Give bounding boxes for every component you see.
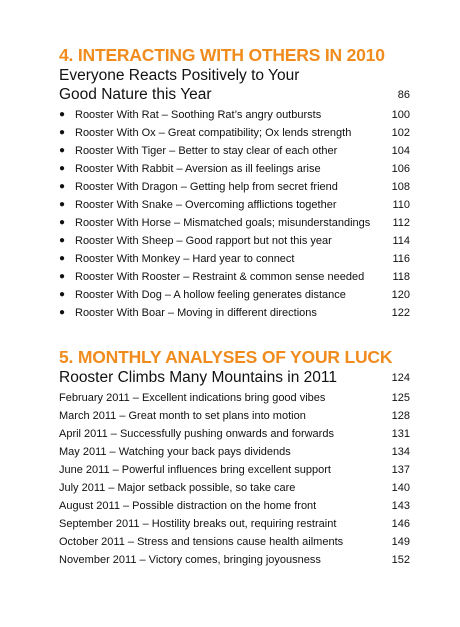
toc-entry-text: Rooster With Rooster – Restraint & common sense needed (75, 271, 365, 283)
bullet-icon: ● (59, 307, 66, 318)
bullet-icon: ● (59, 127, 66, 138)
chapter-page-number: 124 (391, 372, 410, 384)
toc-entry-page: 112 (392, 217, 410, 229)
toc-entry-text: September 2011 – Hostility breaks out, requiring restraint (59, 518, 337, 530)
toc-entry-page: 108 (391, 181, 410, 193)
toc-entry-text: February 2011 – Excellent indications bring good vibes (59, 392, 326, 404)
toc-entry[interactable] (59, 497, 410, 515)
toc-entry-text: Rooster With Monkey – Hard year to connect (75, 253, 295, 265)
chapter-title: Everyone Reacts Positively to Your Good Nature this Year (59, 67, 300, 103)
toc-entry[interactable] (59, 178, 410, 196)
bullet-icon: ● (59, 235, 66, 246)
toc-entry[interactable] (59, 232, 410, 250)
toc-entry-page: 110 (392, 199, 410, 211)
toc-entry[interactable] (59, 250, 410, 268)
bullet-icon: ● (59, 181, 66, 192)
toc-entry[interactable] (59, 425, 410, 443)
toc-entry-text: Rooster With Tiger – Better to stay clear of each other (75, 145, 338, 157)
section-heading: 5. MONTHLY ANALYSES OF YOUR LUCK (59, 347, 393, 367)
toc-entry[interactable] (59, 461, 410, 479)
toc-entry[interactable] (59, 214, 410, 232)
toc-entry[interactable] (59, 124, 410, 142)
bullet-icon: ● (59, 217, 66, 228)
toc-entry-page: 131 (391, 428, 410, 440)
toc-entry-text: November 2011 – Victory comes, bringing joyousness (59, 554, 321, 566)
toc-entry-text: Rooster With Sheep – Good rapport but not this year (75, 235, 332, 247)
toc-entry[interactable] (59, 286, 410, 304)
toc-entry[interactable] (59, 106, 410, 124)
toc-entry[interactable] (59, 389, 410, 407)
toc-entry-page: 114 (392, 235, 410, 247)
bullet-icon: ● (59, 253, 66, 264)
toc-entry[interactable] (59, 160, 410, 178)
toc-entry-text: July 2011 – Major setback possible, so take care (59, 482, 296, 494)
chapter-subheading[interactable] (59, 368, 410, 387)
toc-entry-page: 116 (392, 253, 410, 265)
section-interacting-with-others (59, 44, 410, 322)
toc-entry-text: August 2011 – Possible distraction on the home front (59, 500, 317, 512)
toc-entry-text: March 2011 – Great month to set plans into motion (59, 410, 306, 422)
toc-entry-text: Rooster With Boar – Moving in different directions (75, 307, 317, 319)
toc-entry[interactable] (59, 268, 410, 286)
toc-entry-text: Rooster With Ox – Great compatibility; Ox lends strength (75, 127, 352, 139)
toc-entry-page: 149 (391, 536, 410, 548)
chapter-title: Rooster Climbs Many Mountains in 2011 (59, 369, 337, 386)
section-heading: 4. INTERACTING WITH OTHERS IN 2010 (59, 45, 385, 65)
toc-entry[interactable] (59, 142, 410, 160)
toc-entry-page: 143 (391, 500, 410, 512)
bullet-icon: ● (59, 163, 66, 174)
bullet-icon: ● (59, 289, 66, 300)
toc-entry-text: Rooster With Horse – Mismatched goals; misunderstandings (75, 217, 371, 229)
toc-entry[interactable] (59, 533, 410, 551)
toc-entry-page: 106 (391, 163, 410, 175)
toc-entry-page: 100 (391, 109, 410, 121)
toc-entry-text: April 2011 – Successfully pushing onwards and forwards (59, 428, 334, 440)
toc-entry-page: 120 (391, 289, 410, 301)
toc-entry-page: 125 (391, 392, 410, 404)
toc-entry-page: 104 (391, 145, 410, 157)
toc-entry-text: June 2011 – Powerful influences bring excellent support (59, 464, 331, 476)
toc-entry[interactable] (59, 304, 410, 322)
toc-entry-text: October 2011 – Stress and tensions cause health ailments (59, 536, 344, 548)
toc-entry-page: 102 (391, 127, 410, 139)
toc-entry-text: Rooster With Dragon – Getting help from secret friend (75, 181, 338, 193)
toc-entry[interactable] (59, 196, 410, 214)
toc-entry-text: Rooster With Rat – Soothing Rat’s angry outbursts (75, 109, 322, 121)
bullet-icon: ● (59, 199, 66, 210)
bullet-icon: ● (59, 145, 66, 156)
bullet-icon: ● (59, 109, 66, 120)
chapter-subheading[interactable] (59, 66, 410, 104)
toc-entry[interactable] (59, 551, 410, 569)
toc-entry-text: Rooster With Snake – Overcoming afflictions together (75, 199, 337, 211)
toc-entry-page: 140 (391, 482, 410, 494)
toc-entry[interactable] (59, 407, 410, 425)
monthly-list (59, 389, 410, 569)
toc-entry-page: 128 (391, 410, 410, 422)
table-of-contents (59, 44, 410, 569)
toc-entry-page: 118 (392, 271, 410, 283)
toc-entry-page: 137 (391, 464, 410, 476)
toc-entry-text: Rooster With Rabbit – Aversion as ill feelings arise (75, 163, 321, 175)
toc-entry-page: 134 (391, 446, 410, 458)
toc-entry[interactable] (59, 443, 410, 461)
toc-entry-text: May 2011 – Watching your back pays dividends (59, 446, 291, 458)
chapter-page-number: 86 (397, 89, 410, 101)
toc-entry-page: 152 (391, 554, 410, 566)
toc-entry-text: Rooster With Dog – A hollow feeling generates distance (75, 289, 346, 301)
toc-entry[interactable] (59, 479, 410, 497)
compatibility-list (59, 106, 410, 322)
toc-entry-page: 146 (391, 518, 410, 530)
toc-entry[interactable] (59, 515, 410, 533)
section-monthly-analyses (59, 346, 410, 569)
bullet-icon: ● (59, 271, 66, 282)
toc-entry-page: 122 (391, 307, 410, 319)
